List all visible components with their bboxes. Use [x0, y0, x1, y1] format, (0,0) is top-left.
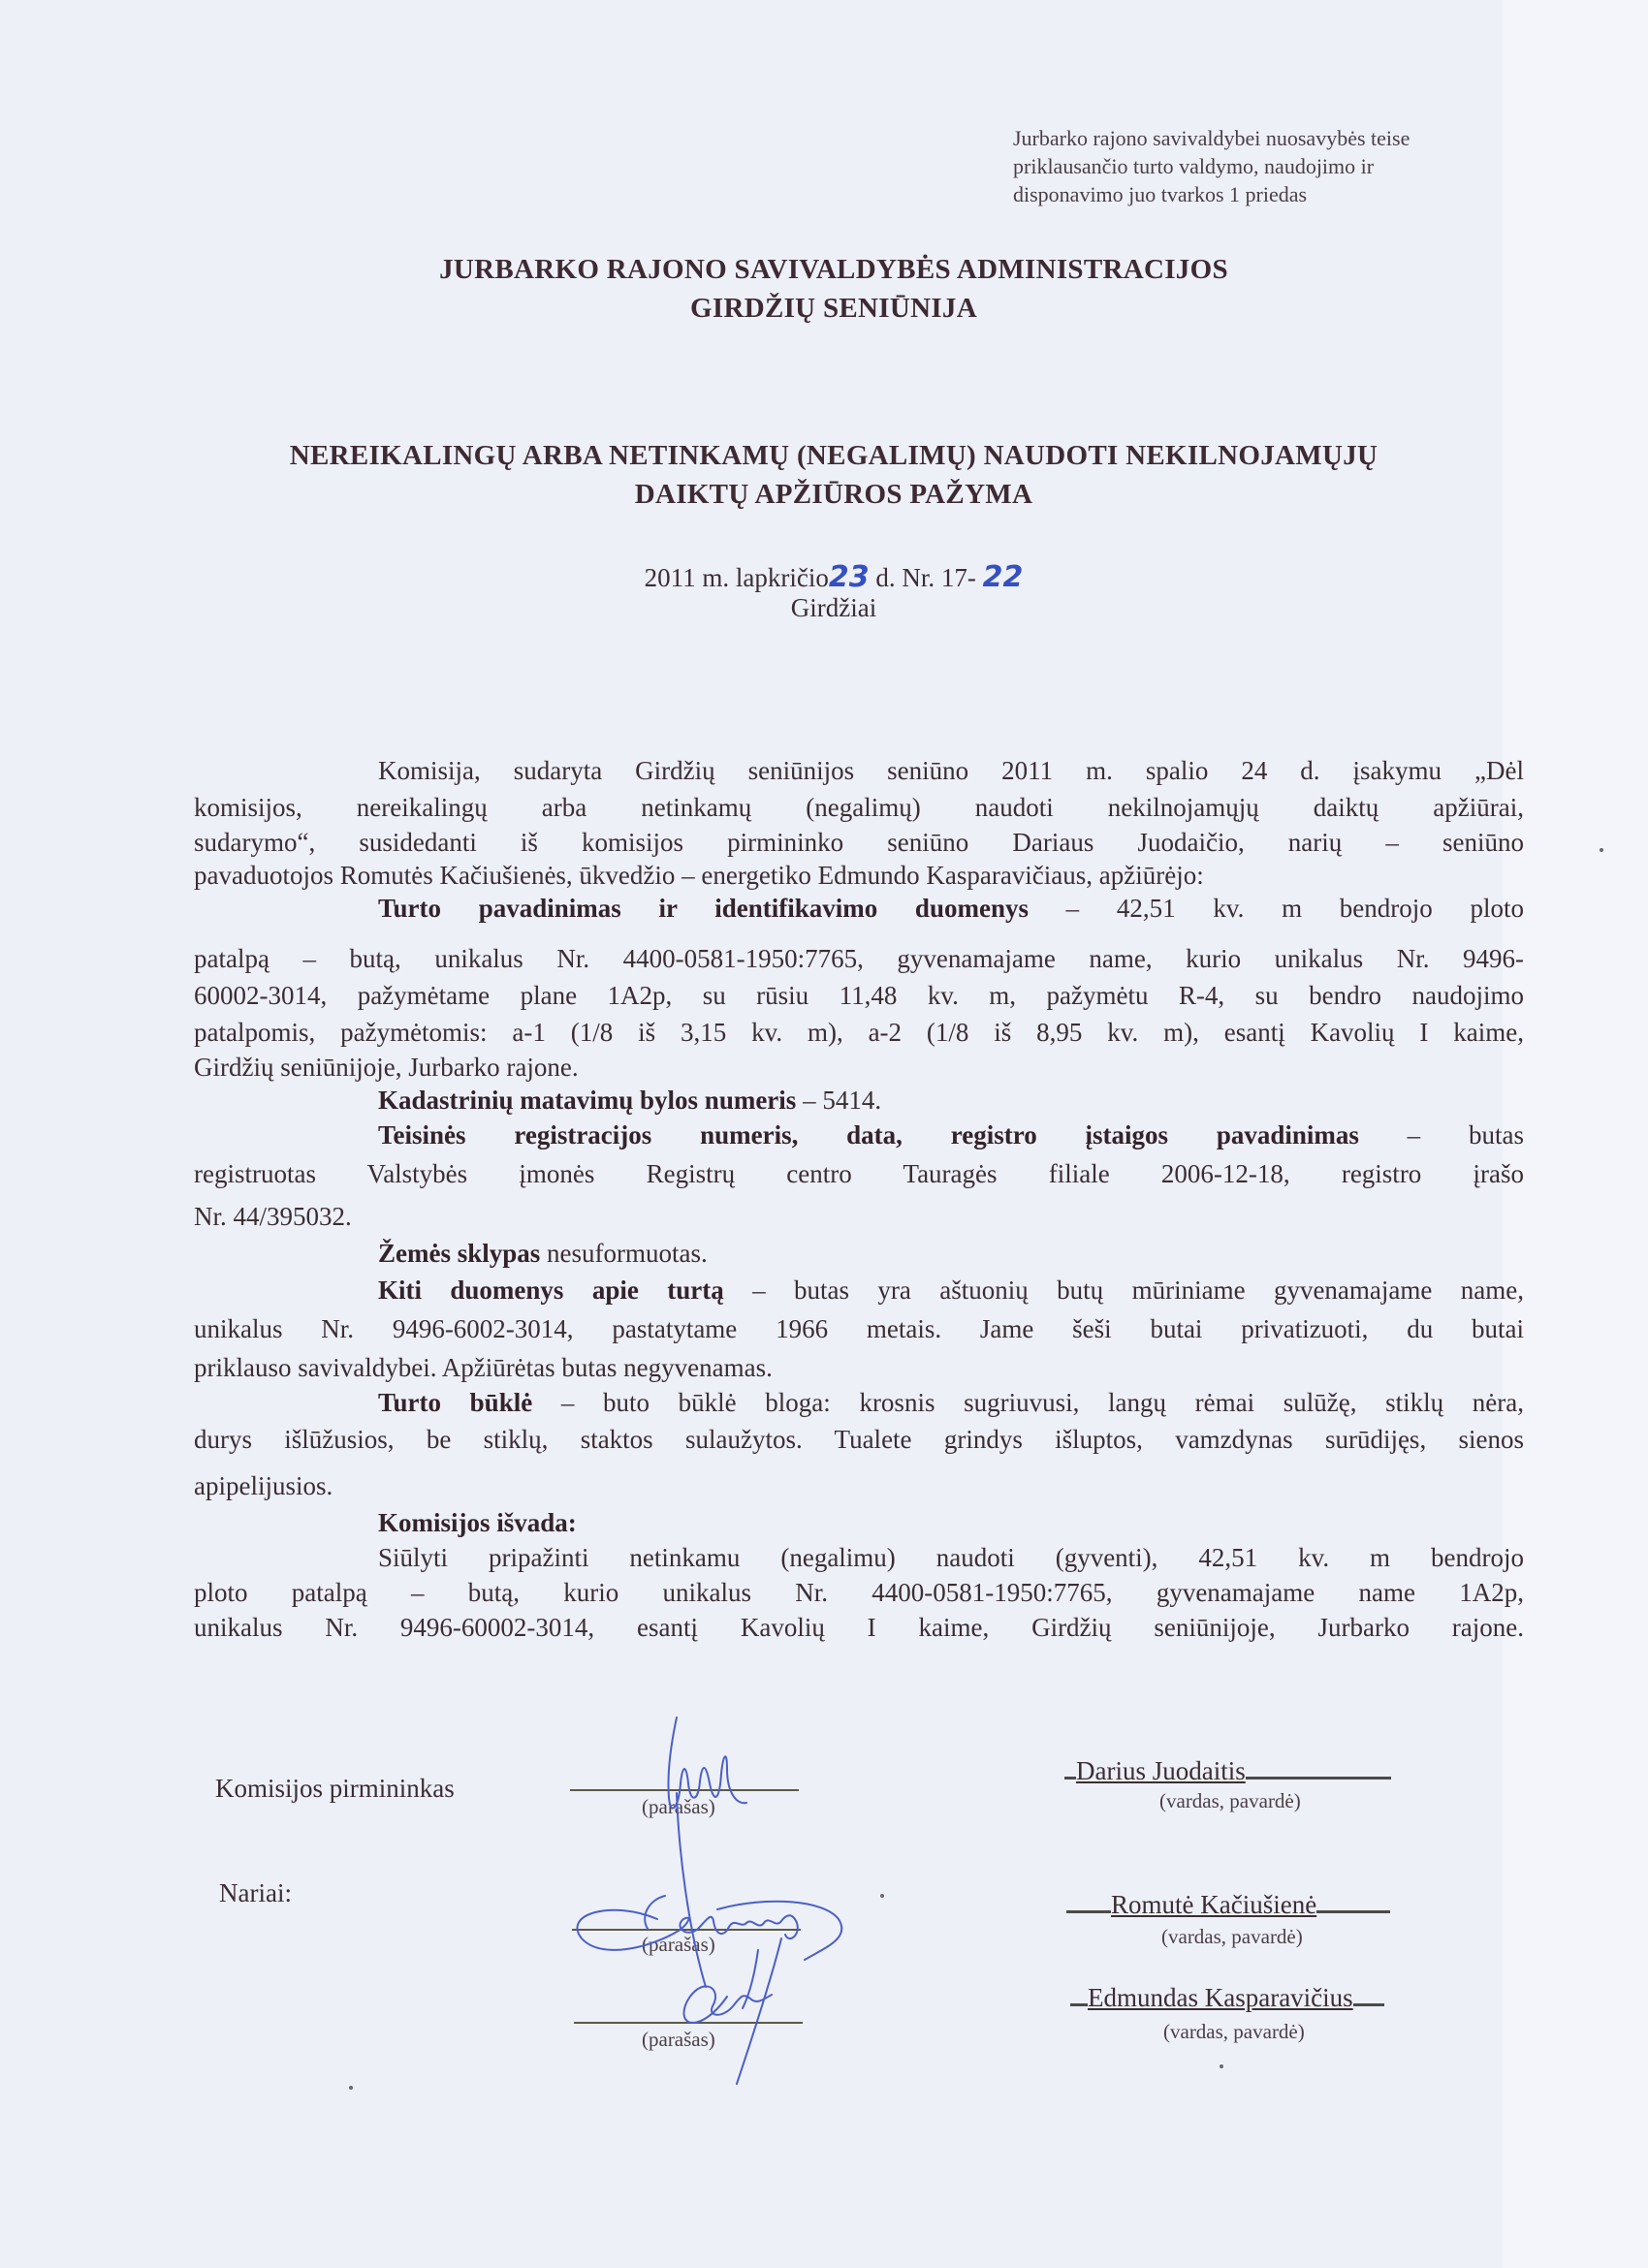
member1-signature-caption: (parašas)	[642, 1933, 715, 1956]
conclusion-line-1: Siūlyti pripažinti netinkamu (negalimu) naudoti (gyventi), 42,51 kv. m bendrojo	[378, 1543, 1524, 1572]
member1-name-text: Romutė Kačiušienė	[1111, 1890, 1317, 1919]
intro-line-3: sudarymo“, susidedanti iš komisijos pirmininko seniūno Dariaus Juodaičio, narių – seniūno	[194, 828, 1524, 857]
condition-line-3: apipelijusios.	[194, 1471, 333, 1500]
annex-note-line-3: disponavimo juo tvarkos 1 priedas	[1013, 182, 1308, 206]
member2-name-caption: (vardas, pavardė)	[1163, 2020, 1305, 2043]
intro-line-2: komisijos, nereikalingų arba netinkamų (negalimų) naudoti nekilnojamųjų daiktų apžiūrai,	[194, 793, 1524, 822]
condition-label: Turto būklė	[378, 1388, 533, 1417]
chair-name-caption: (vardas, pavardė)	[1159, 1789, 1301, 1812]
member1-signature	[577, 1896, 841, 1960]
identification-line-5: Girdžių seniūnijoje, Jurbarko rajone.	[194, 1053, 579, 1082]
date-line	[0, 560, 1648, 594]
conclusion-line-3: unikalus Nr. 9496-60002-3014, esantį Kavolių I kaime, Girdžių seniūnijoje, Jurbarko rajone.	[194, 1613, 1524, 1642]
scan-speck	[1600, 848, 1603, 852]
member1-name	[1066, 1890, 1390, 1920]
identification-label: Turto pavadinimas ir identifikavimo duomenys	[378, 894, 1029, 923]
other-line-2: unikalus Nr. 9496-6002-3014, pastatytame 1966 metais. Jame šeši butai privatizuoti, du butai	[194, 1314, 1524, 1343]
cadastral-label: Kadastrinių matavimų bylos numeris	[378, 1086, 797, 1115]
annex-note-line-2: priklausančio turto valdymo, naudojimo ir	[1013, 154, 1375, 178]
registration-label: Teisinės registracijos numeris, data, registro įstaigos pavadinimas	[378, 1120, 1359, 1150]
land-line	[378, 1237, 1524, 1270]
handwritten-number: 22	[982, 560, 1024, 594]
condition-first-line	[378, 1386, 1524, 1419]
identification-line-2: patalpą – butą, unikalus Nr. 4400-0581-1950:7765, gyvenamajame name, kurio unikalus Nr. 9496-	[194, 944, 1524, 973]
identification-first-text: – 42,51 kv. m bendrojo ploto	[1028, 894, 1524, 923]
other-line-3: priklauso savivaldybei. Apžiūrėtas butas negyvenamas.	[194, 1353, 773, 1382]
conclusion-label: Komisijos išvada:	[378, 1508, 577, 1537]
members-label: Nariai:	[219, 1878, 292, 1907]
annex-note-line-1: Jurbarko rajono savivaldybei nuosavybės teise	[1013, 126, 1410, 150]
name-underline	[1070, 2003, 1088, 2006]
identification-line-3: 60002-3014, pažymėtame plane 1A2p, su rūsiu 11,48 kv. m, pažymėtu R-4, su bendro naudojimo	[194, 981, 1524, 1010]
name-underline	[1353, 2003, 1384, 2006]
chair-signature	[668, 1717, 746, 1987]
member1-name-caption: (vardas, pavardė)	[1161, 1925, 1303, 1948]
cadastral-value: – 5414.	[796, 1086, 882, 1115]
other-first-line	[378, 1274, 1524, 1307]
registration-line-3: Nr. 44/395032.	[194, 1202, 352, 1231]
land-value: nesuformuotas.	[540, 1239, 708, 1268]
conclusion-line-2: ploto patalpą – butą, kurio unikalus Nr. 4400-0581-1950:7765, gyvenamajame name 1A2p,	[194, 1578, 1524, 1607]
intro-line-4: pavaduotojos Romutės Kačiušienės, ūkvedžio – energetiko Edmundo Kasparavičiaus, apžiūrėjo:	[194, 861, 1204, 890]
handwritten-signatures	[543, 1706, 892, 2113]
document-title-line-1: NEREIKALINGŲ ARBA NETINKAMŲ (NEGALIMŲ) NAUDOTI NEKILNOJAMŲJŲ	[289, 440, 1379, 471]
land-label: Žemės sklypas	[378, 1239, 541, 1268]
chair-label: Komisijos pirmininkas	[215, 1774, 455, 1803]
cadastral-line	[378, 1084, 1524, 1117]
registration-first-text: – butas	[1358, 1120, 1524, 1150]
name-underline	[1246, 1777, 1391, 1780]
identification-line-4: patalpomis, pažymėtomis: a-1 (1/8 iš 3,15 kv. m), a-2 (1/8 iš 8,95 kv. m), esantį Kavolių I kaime,	[194, 1018, 1524, 1047]
place-name: Girdžiai	[790, 593, 877, 622]
document-title-line-2: DAIKTŲ APŽIŪROS PAŽYMA	[634, 479, 1033, 510]
date-prefix: 2011 m. lapkričio	[644, 563, 829, 592]
name-underline	[1064, 1777, 1076, 1780]
intro-line-1: Komisija, sudaryta Girdžių seniūnijos seniūno 2011 m. spalio 24 d. įsakymu „Dėl	[378, 756, 1524, 785]
scan-speck	[349, 2086, 353, 2090]
condition-first-text: – buto būklė bloga: krosnis sugriuvusi, langų rėmai sulūžę, stiklų nėra,	[532, 1388, 1525, 1417]
registration-line-2: registruotas Valstybės įmonės Registrų centro Tauragės filiale 2006-12-18, registro įrašo	[194, 1159, 1524, 1188]
institution-title-line-1: JURBARKO RAJONO SAVIVALDYBĖS ADMINISTRACIJOS	[439, 254, 1228, 285]
institution-title-line-2: GIRDŽIŲ SENIŪNIJA	[690, 293, 977, 324]
name-underline	[1066, 1910, 1111, 1913]
chair-signature-caption: (parašas)	[642, 1795, 715, 1818]
scan-speck	[1220, 2064, 1223, 2068]
member2-signature-caption: (parašas)	[642, 2028, 715, 2051]
name-underline	[1316, 1910, 1390, 1913]
registration-first-line	[378, 1118, 1524, 1151]
paper-edge	[1503, 0, 1648, 2268]
chair-name	[1064, 1756, 1391, 1786]
chair-name-text: Darius Juodaitis	[1076, 1756, 1246, 1785]
handwritten-day: 23	[828, 560, 870, 594]
other-label: Kiti duomenys apie turtą	[378, 1276, 724, 1305]
identification-first-line	[378, 892, 1524, 925]
date-number-prefix: d. Nr. 17-	[875, 563, 976, 592]
member2-name	[1070, 1983, 1384, 2013]
member2-name-text: Edmundas Kasparavičius	[1088, 1983, 1353, 2012]
condition-line-2: durys išlūžusios, be stiklų, staktos sulaužytos. Tualete grindys išluptos, vamzdynas surūdijęs, sienos	[194, 1425, 1524, 1454]
other-first-text: – butas yra aštuonių butų mūriniame gyvenamajame name,	[723, 1276, 1524, 1305]
scan-speck	[880, 1894, 884, 1898]
